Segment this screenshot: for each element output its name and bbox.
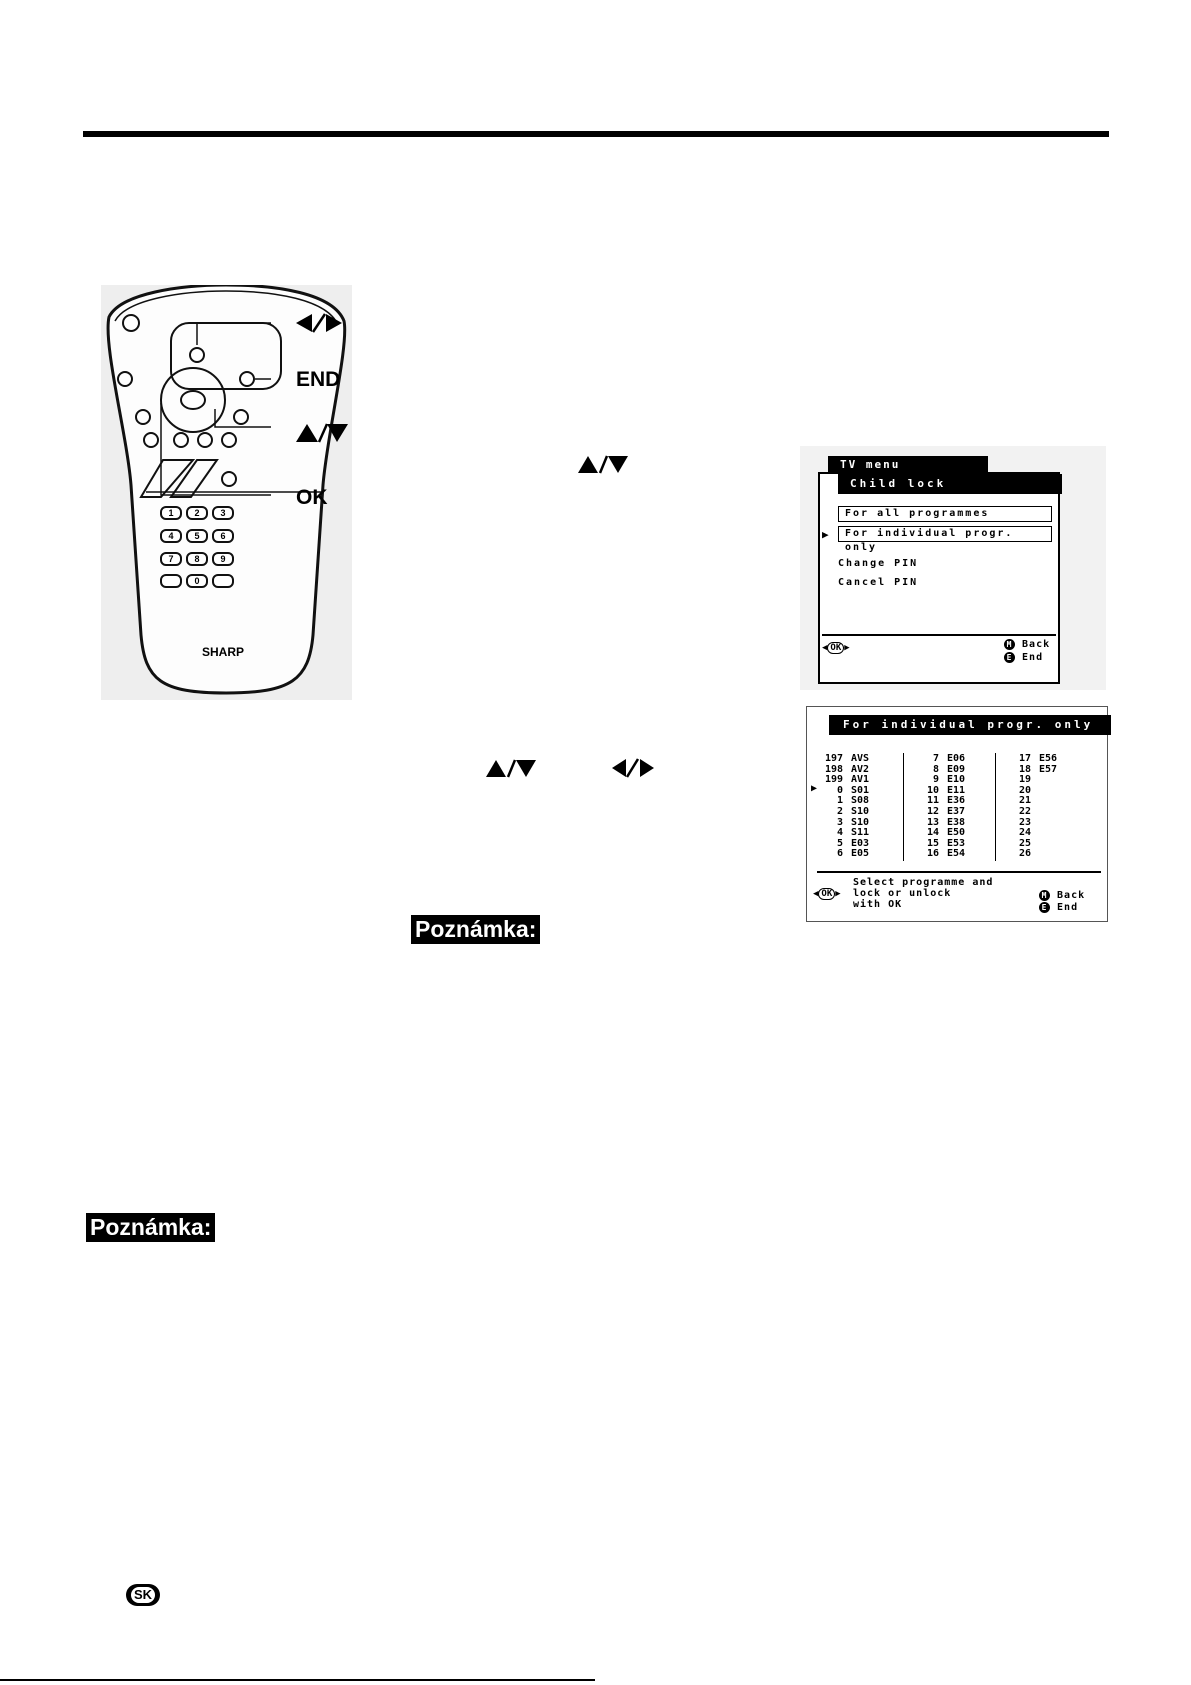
programme-row[interactable] bbox=[817, 795, 869, 806]
osd-nav-icon: ◀ OK ▶ bbox=[822, 643, 850, 653]
programme-number: 0 bbox=[836, 784, 843, 796]
programme-number: 13 bbox=[926, 816, 939, 828]
programme-name: E36 bbox=[947, 795, 966, 807]
programme-number: 25 bbox=[1018, 837, 1031, 849]
up-down-arrows-icon bbox=[296, 422, 348, 444]
programme-name: E54 bbox=[947, 848, 966, 860]
selection-pointer-icon: ▶ bbox=[811, 783, 818, 794]
programme-name: E50 bbox=[947, 827, 966, 839]
programme-number: 24 bbox=[1018, 827, 1031, 839]
programme-number: 22 bbox=[1018, 806, 1031, 817]
programme-row[interactable] bbox=[1005, 785, 1039, 796]
programme-name: S10 bbox=[851, 806, 870, 817]
programme-number: 17 bbox=[1018, 753, 1031, 764]
programme-name: AV1 bbox=[851, 774, 870, 786]
programme-name: E11 bbox=[947, 784, 966, 796]
programme-name: S11 bbox=[851, 827, 870, 839]
programme-name: AV2 bbox=[851, 763, 870, 775]
svg-text:6: 6 bbox=[220, 531, 226, 541]
column-separator bbox=[995, 753, 996, 861]
programme-row[interactable] bbox=[817, 806, 869, 817]
left-right-arrows-icon bbox=[296, 312, 342, 334]
osd-tab-tv-menu: TV menu bbox=[828, 456, 988, 474]
programme-number: 197 bbox=[824, 753, 843, 764]
programme-row[interactable] bbox=[1005, 827, 1039, 838]
note-label-1: Poznámka: bbox=[411, 915, 540, 944]
programme-row[interactable] bbox=[817, 753, 869, 764]
programme-number: 3 bbox=[836, 816, 843, 828]
programme-number: 14 bbox=[926, 827, 939, 839]
callout-end: END bbox=[296, 368, 341, 391]
osd-child-lock-screen bbox=[800, 446, 1106, 690]
programme-number: 198 bbox=[824, 763, 843, 775]
programme-row[interactable] bbox=[913, 838, 965, 849]
callout-left-right bbox=[296, 312, 342, 334]
programme-number: 21 bbox=[1018, 795, 1031, 807]
programme-name: E53 bbox=[947, 837, 966, 849]
osd-end-hint: E End bbox=[1004, 652, 1043, 664]
programme-number: 20 bbox=[1018, 784, 1031, 796]
programme-number: 10 bbox=[926, 784, 939, 796]
osd-item-all-programmes[interactable]: For all programmes bbox=[838, 506, 1052, 522]
programme-number: 199 bbox=[824, 774, 843, 786]
svg-text:3: 3 bbox=[220, 508, 226, 518]
programme-row[interactable] bbox=[913, 795, 965, 806]
osd-item-individual[interactable]: For individual progr. only bbox=[838, 526, 1052, 542]
programme-row[interactable] bbox=[1005, 838, 1039, 849]
osd2-back-hint: M Back bbox=[1039, 890, 1085, 902]
callout-ok: OK bbox=[296, 486, 328, 509]
programme-number: 18 bbox=[1018, 763, 1031, 775]
end-key-icon: E bbox=[1004, 652, 1015, 663]
svg-text:4: 4 bbox=[168, 531, 174, 541]
programme-row[interactable] bbox=[913, 785, 965, 796]
programme-name: E09 bbox=[947, 763, 966, 775]
programme-name: S08 bbox=[851, 795, 870, 807]
svg-text:2: 2 bbox=[194, 508, 200, 518]
programme-row[interactable] bbox=[913, 827, 965, 838]
remote-brand-logo: SHARP bbox=[201, 645, 245, 659]
back-key-icon: M bbox=[1004, 639, 1015, 650]
svg-text:5: 5 bbox=[194, 531, 200, 541]
programme-row[interactable] bbox=[1005, 848, 1039, 859]
osd-back-hint: M Back bbox=[1004, 639, 1050, 651]
up-down-arrows-icon bbox=[578, 454, 628, 475]
svg-text:9: 9 bbox=[220, 554, 226, 564]
osd2-help-text: Select programme and lock or unlock with OK bbox=[853, 877, 994, 910]
programme-number: 2 bbox=[836, 806, 843, 817]
osd-item-change-pin[interactable]: Change PIN bbox=[838, 558, 919, 569]
osd-item-cancel-pin[interactable]: Cancel PIN bbox=[838, 577, 919, 588]
programme-row[interactable] bbox=[817, 785, 869, 796]
programme-row[interactable] bbox=[1005, 774, 1039, 785]
programme-number: 26 bbox=[1018, 848, 1031, 860]
osd2-title: For individual progr. only bbox=[829, 715, 1111, 735]
programme-name: E05 bbox=[851, 848, 870, 860]
svg-text:8: 8 bbox=[194, 554, 200, 564]
programme-table bbox=[817, 753, 1097, 863]
footer-rule bbox=[0, 1679, 595, 1681]
programme-number: 11 bbox=[926, 795, 939, 807]
programme-name: E03 bbox=[851, 837, 870, 849]
programme-name: E10 bbox=[947, 774, 966, 786]
osd-title: Child lock bbox=[838, 474, 1062, 494]
programme-row[interactable] bbox=[913, 817, 965, 828]
programme-number: 12 bbox=[926, 806, 939, 817]
programme-number: 1 bbox=[836, 795, 843, 807]
programme-number: 19 bbox=[1018, 774, 1031, 786]
language-badge: SK bbox=[126, 1584, 160, 1606]
programme-row[interactable] bbox=[817, 838, 869, 849]
programme-row[interactable] bbox=[817, 848, 869, 859]
programme-number: 8 bbox=[932, 763, 939, 775]
programme-name: E57 bbox=[1039, 763, 1058, 775]
programme-row[interactable] bbox=[817, 827, 869, 838]
osd2-nav-icon: ◀ OK ▶ bbox=[813, 889, 841, 899]
callout-up-down bbox=[296, 422, 348, 444]
programme-number: 6 bbox=[836, 848, 843, 860]
programme-name: E06 bbox=[947, 753, 966, 764]
osd2-end-hint: E End bbox=[1039, 902, 1078, 914]
programme-row[interactable] bbox=[1005, 817, 1039, 828]
programme-row[interactable] bbox=[913, 764, 965, 775]
programme-row[interactable] bbox=[913, 753, 965, 764]
end-key-icon: E bbox=[1039, 902, 1050, 913]
programme-row[interactable] bbox=[1005, 806, 1039, 817]
programme-row[interactable] bbox=[817, 774, 869, 785]
programme-number: 23 bbox=[1018, 816, 1031, 828]
column-separator bbox=[903, 753, 904, 861]
svg-text:7: 7 bbox=[168, 554, 174, 564]
programme-number: 7 bbox=[932, 753, 939, 764]
programme-name: E56 bbox=[1039, 753, 1058, 764]
programme-row[interactable] bbox=[1005, 795, 1039, 806]
osd-divider bbox=[822, 634, 1056, 636]
programme-number: 15 bbox=[926, 837, 939, 849]
note-label-2: Poznámka: bbox=[86, 1213, 215, 1242]
header-rule bbox=[83, 131, 1109, 137]
programme-row[interactable] bbox=[1005, 753, 1057, 764]
programme-name: E37 bbox=[947, 806, 966, 817]
programme-name: S01 bbox=[851, 784, 870, 796]
up-down-arrows-icon bbox=[486, 758, 536, 779]
programme-number: 16 bbox=[926, 848, 939, 860]
programme-number: 4 bbox=[836, 827, 843, 839]
programme-name: S10 bbox=[851, 816, 870, 828]
selection-pointer-icon: ▶ bbox=[822, 528, 829, 541]
svg-text:0: 0 bbox=[194, 576, 200, 586]
programme-number: 9 bbox=[932, 774, 939, 786]
programme-row[interactable] bbox=[913, 848, 965, 859]
svg-text:1: 1 bbox=[168, 508, 174, 518]
programme-row[interactable] bbox=[817, 764, 869, 775]
programme-row[interactable] bbox=[1005, 764, 1057, 775]
programme-name: AVS bbox=[851, 753, 870, 764]
osd-individual-programmes-screen bbox=[806, 706, 1108, 922]
programme-row[interactable] bbox=[913, 806, 965, 817]
osd2-divider bbox=[817, 871, 1101, 873]
programme-number: 5 bbox=[836, 837, 843, 849]
programme-row[interactable] bbox=[913, 774, 965, 785]
left-right-arrows-icon bbox=[612, 758, 654, 779]
back-key-icon: M bbox=[1039, 890, 1050, 901]
programme-name: E38 bbox=[947, 816, 966, 828]
programme-row[interactable] bbox=[817, 817, 869, 828]
